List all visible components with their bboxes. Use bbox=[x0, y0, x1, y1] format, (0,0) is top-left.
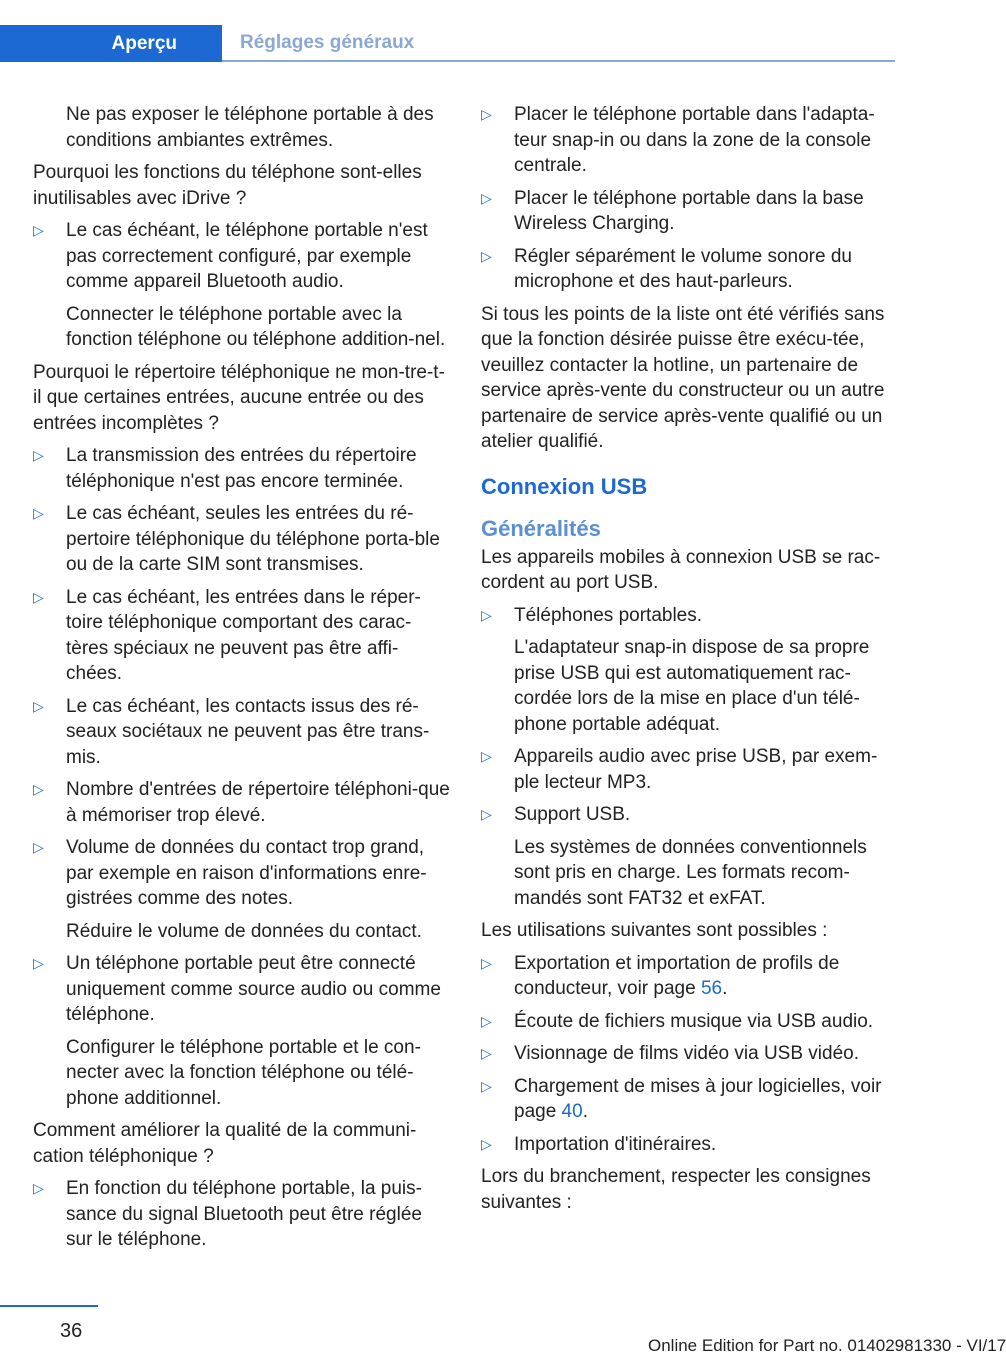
list-item-note: Réduire le volume de données du contact. bbox=[66, 920, 422, 942]
list-item bbox=[481, 1074, 896, 1125]
list-item bbox=[33, 694, 451, 771]
bullet-arrow-icon: ▷ bbox=[33, 697, 44, 714]
list-item-text: Le cas échéant, les entrées dans le réper-toire téléphonique comportant des carac-tères spéciaux ne peuvent pas être affi-chées. bbox=[66, 586, 421, 684]
paragraph: Les appareils mobiles à connexion USB se rac-cordent au port USB. bbox=[481, 546, 881, 593]
list-item bbox=[481, 1041, 896, 1067]
list-item bbox=[33, 951, 451, 1111]
list-item bbox=[33, 1176, 451, 1253]
list-item bbox=[481, 951, 896, 1002]
list-item bbox=[481, 802, 896, 911]
list-item-text: Le cas échéant, seules les entrées du ré-pertoire téléphonique du téléphone porta-ble ou de la carte SIM sont transmises. bbox=[66, 503, 440, 575]
paragraph: Les utilisations suivantes sont possibles : bbox=[481, 920, 828, 941]
list-item-text: Visionnage de films vidéo via USB vidéo. bbox=[514, 1043, 860, 1064]
list-item-note: L'adaptateur snap-in dispose de sa propre prise USB qui est automatiquement rac-cordée lors de la mise en place d'un télé-phone portable adéquat. bbox=[514, 637, 870, 735]
list-item bbox=[33, 835, 451, 944]
bullet-arrow-icon: ▷ bbox=[481, 606, 492, 623]
list-item-text: Support USB. bbox=[514, 804, 631, 825]
list-item bbox=[33, 218, 451, 353]
list-item-text: Importation d'itinéraires. bbox=[514, 1133, 717, 1155]
paragraph: Lors du branchement, respecter les consignes suivantes : bbox=[481, 1166, 871, 1213]
list-item bbox=[33, 585, 451, 687]
page-link-40[interactable]: 40 bbox=[561, 1101, 583, 1122]
list-item-text: Le cas échéant, le téléphone portable n'est pas correctement configuré, par exemple comme appareil Bluetooth audio. bbox=[66, 220, 428, 292]
bullet-arrow-icon: ▷ bbox=[33, 839, 44, 855]
section-title: Connexion USB bbox=[481, 473, 648, 499]
tab-reglages-label: Réglages généraux bbox=[240, 32, 415, 53]
list-item-text: Régler séparément le volume sonore du microphone et des haut-parleurs. bbox=[514, 245, 852, 292]
question-heading: Comment améliorer la qualité de la communi-cation téléphonique ? bbox=[33, 1120, 417, 1167]
list-item bbox=[481, 1132, 896, 1158]
list-item-note: Les systèmes de données conventionnels sont pris en charge. Les formats recom-mandés sont FAT32 et exFAT. bbox=[514, 836, 867, 909]
bullet-arrow-icon: ▷ bbox=[481, 1135, 492, 1152]
list-item bbox=[481, 1009, 896, 1035]
bullet-arrow-icon: ▷ bbox=[33, 1180, 44, 1196]
list-item-end: . bbox=[722, 978, 728, 999]
list-item-text: Placer le téléphone portable dans la base Wireless Charging. bbox=[514, 187, 864, 234]
list-item-text: Appareils audio avec prise USB, par exem-ple lecteur MP3. bbox=[514, 746, 878, 793]
bullet-arrow-icon: ▷ bbox=[481, 806, 492, 822]
list-item-text: La transmission des entrées du répertoire téléphonique n'est pas encore terminée. bbox=[66, 445, 417, 492]
list-item bbox=[481, 744, 896, 795]
list-item-text: Écoute de fichiers musique via USB audio. bbox=[514, 1010, 874, 1032]
tab-reglages-generaux[interactable] bbox=[240, 32, 414, 54]
paragraph: Si tous les points de la liste ont été vérifiés sans que la fonction désirée puisse être exécu-tée, veuillez contacter la hotline, un partenaire de service après-vente du constructeur ou un autre partenaire de service après-vente qualifié ou un atelier qualifié. bbox=[481, 303, 885, 452]
list-item-note: Connecter le téléphone portable avec la fonction téléphone ou téléphone addition-nel. bbox=[66, 303, 446, 350]
tab-apercu-label: Aperçu bbox=[111, 32, 177, 54]
list-item bbox=[481, 244, 896, 295]
bullet-arrow-icon: ▷ bbox=[33, 588, 44, 605]
header-divider bbox=[222, 60, 895, 62]
list-item bbox=[33, 501, 451, 578]
tab-apercu[interactable] bbox=[0, 25, 222, 62]
bullet-arrow-icon: ▷ bbox=[481, 1045, 492, 1061]
bullet-arrow-icon: ▷ bbox=[33, 505, 44, 521]
list-item bbox=[33, 443, 451, 494]
bullet-arrow-icon: ▷ bbox=[481, 189, 492, 206]
edition-footer: Online Edition for Part no. 01402981330 - VI/17 bbox=[648, 1336, 1006, 1355]
question-heading: Pourquoi le répertoire téléphonique ne mon-tre-t-il que certaines entrées, aucune entrée ou des entrées incomplètes ? bbox=[33, 361, 445, 434]
list-item-text: Volume de données du contact trop grand, par exemple en raison d'informations enre-gistrées comme des notes. bbox=[66, 837, 427, 909]
bullet-arrow-icon: ▷ bbox=[33, 781, 44, 797]
list-item-note: Configurer le téléphone portable et le con-necter avec la fonction téléphone ou télé-phone additionnel. bbox=[66, 1036, 421, 1109]
list-item-text: Chargement de mises à jour logicielles, voir page bbox=[514, 1075, 882, 1122]
page-link-56[interactable]: 56 bbox=[700, 978, 723, 999]
list-item bbox=[481, 186, 896, 237]
bullet-arrow-icon: ▷ bbox=[481, 954, 492, 971]
bullet-arrow-icon: ▷ bbox=[481, 1077, 492, 1094]
footer-divider bbox=[0, 1305, 98, 1307]
list-item-text: Nombre d'entrées de répertoire téléphoni-que à mémoriser trop élevé. bbox=[66, 779, 450, 826]
paragraph: Ne pas exposer le téléphone portable à des conditions ambiantes extrêmes. bbox=[66, 104, 434, 151]
bullet-arrow-icon: ▷ bbox=[481, 1012, 492, 1029]
list-item-end: . bbox=[582, 1101, 588, 1122]
list-item bbox=[481, 102, 896, 179]
list-item-text: Un téléphone portable peut être connecté uniquement comme source audio ou comme téléphone. bbox=[66, 953, 441, 1025]
bullet-arrow-icon: ▷ bbox=[481, 748, 492, 764]
question-heading: Pourquoi les fonctions du téléphone sont-elles inutilisables avec iDrive ? bbox=[33, 162, 422, 209]
bullet-arrow-icon: ▷ bbox=[481, 247, 492, 264]
list-item-text: Téléphones portables. bbox=[514, 604, 703, 626]
list-item-text: Placer le téléphone portable dans l'adapta-teur snap-in ou dans la zone de la console centrale. bbox=[514, 104, 875, 176]
page-number: 36 bbox=[60, 1320, 83, 1342]
bullet-arrow-icon: ▷ bbox=[33, 955, 44, 971]
list-item bbox=[481, 603, 896, 738]
list-item bbox=[33, 777, 451, 828]
list-item-text: Le cas échéant, les contacts issus des ré-seaux sociétaux ne peuvent pas être trans-mis. bbox=[66, 695, 430, 768]
list-item-text: En fonction du téléphone portable, la puis-sance du signal Bluetooth peut être réglée sur le téléphone. bbox=[66, 1178, 422, 1250]
bullet-arrow-icon: ▷ bbox=[33, 222, 44, 238]
subsection-title: Généralités bbox=[481, 515, 601, 541]
left-column bbox=[33, 102, 451, 1260]
bullet-arrow-icon: ▷ bbox=[481, 106, 492, 122]
right-column bbox=[481, 102, 896, 1222]
bullet-arrow-icon: ▷ bbox=[33, 447, 44, 463]
list-item-text: Exportation et importation de profils de conducteur, voir page bbox=[514, 952, 840, 999]
page-header bbox=[0, 0, 895, 62]
